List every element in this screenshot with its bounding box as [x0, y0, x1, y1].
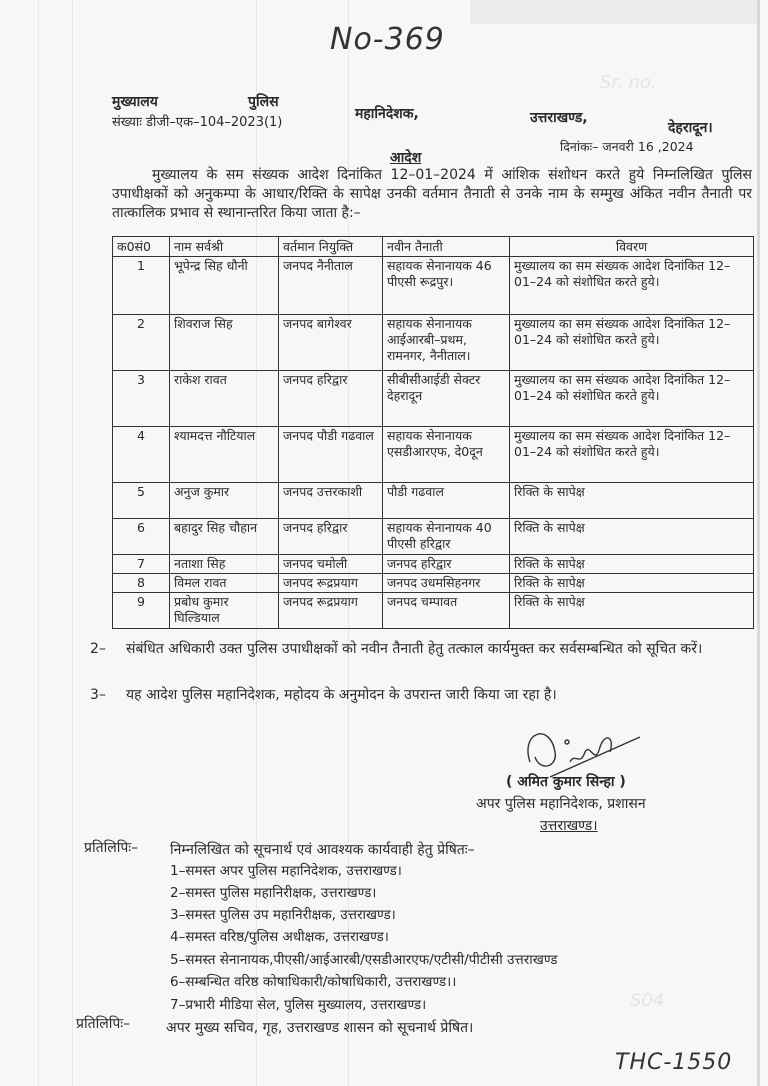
cell-serial: 6: [113, 519, 170, 555]
ghost-handwriting: Sr. no.: [600, 72, 657, 93]
header-serial: क0सं0: [113, 237, 170, 257]
table-row: [113, 593, 754, 629]
cell-new: जनपद हरिद्वार: [383, 555, 510, 574]
cell-new: पौडी गढवाल: [383, 483, 510, 519]
copy-label: प्रतिलिपिः–: [76, 1016, 131, 1032]
point-text: संबंधित अधिकारी उक्त पुलिस उपाधीक्षकों को नवीन तैनाती हेतु तत्काल कार्यमुक्त कर सर्वसम्बन्धित को सूचित करें।: [126, 641, 703, 657]
cell-new: जनपद चम्पावत: [383, 593, 510, 629]
point-2: [90, 640, 752, 659]
cell-serial: 2: [113, 315, 170, 371]
cell-new: सहायक सेनानायक 40 पीएसी हरिद्वार: [383, 519, 510, 555]
cell-serial: 9: [113, 593, 170, 629]
point-text: यह आदेश पुलिस महानिदेशक, महोदय के अनुमोदन के उपरान्त जारी किया जा रहा है।: [126, 687, 557, 703]
cell-remarks: रिक्ति के सापेक्ष: [510, 483, 754, 519]
handwritten-number: No-369: [330, 22, 445, 57]
table-header-row: [113, 237, 754, 257]
cell-remarks: मुख्यालय का सम संख्यक आदेश दिनांकित 12–01–24 को संशोधित करते हुये।: [510, 371, 754, 427]
point-number: 2–: [90, 641, 106, 657]
header-hq: मुख्यालय: [112, 94, 158, 110]
cell-new: सहायक सेनानायक आईआरबी–प्रथम, रामनगर, नैनीताल।: [383, 315, 510, 371]
cell-name: विमल रावत: [170, 574, 279, 593]
table-row: [113, 315, 754, 371]
cell-current: जनपद रूद्रप्रयाग: [279, 574, 383, 593]
cell-serial: 7: [113, 555, 170, 574]
cell-remarks: मुख्यालय का सम संख्यक आदेश दिनांकित 12–01–24 को संशोधित करते हुये।: [510, 427, 754, 483]
copy-item: 5–समस्त सेनानायक,पीएसी/आईआरबी/एसडीआरएफ/एटीसी/पीटीसी उत्तराखण्ड: [170, 952, 558, 968]
copy-item: 7–प्रभारी मीडिया सेल, पुलिस मुख्यालय, उत्तराखण्ड।: [170, 997, 427, 1013]
cell-remarks: रिक्ति के सापेक्ष: [510, 574, 754, 593]
cell-name: नताशा सिह: [170, 555, 279, 574]
table-row: [113, 574, 754, 593]
header-name: नाम सर्वश्री: [170, 237, 279, 257]
copy-label: प्रतिलिपिः–: [84, 840, 139, 856]
signatory-designation: अपर पुलिस महानिदेशक, प्रशासन: [476, 796, 646, 812]
cell-remarks: मुख्यालय का सम संख्यक आदेश दिनांकित 12–01–24 को संशोधित करते हुये।: [510, 257, 754, 315]
signatory-name: ( अमित कुमार सिन्हा ): [506, 774, 626, 790]
copy-item: 1–समस्त अपर पुलिस महानिदेशक, उत्तराखण्ड।: [170, 863, 402, 879]
header-city: देहरादून।: [668, 120, 713, 136]
cell-new: सहायक सेनानायक 46 पीएसी रूद्रपुर।: [383, 257, 510, 315]
cell-current: जनपद चमोली: [279, 555, 383, 574]
header-current-posting: वर्तमान नियुक्ति: [279, 237, 383, 257]
copy-item: 3–समस्त पुलिस उप महानिरीक्षक, उत्तराखण्ड।: [170, 907, 396, 923]
scan-edge: [757, 0, 760, 1086]
cell-remarks: रिक्ति के सापेक्ष: [510, 555, 754, 574]
header-new-posting: नवीन तैनाती: [383, 237, 510, 257]
cell-remarks: मुख्यालय का सम संख्यक आदेश दिनांकित 12–01–24 को संशोधित करते हुये।: [510, 315, 754, 371]
order-title: आदेश: [390, 150, 422, 166]
cell-current: जनपद रूद्रप्रयाग: [279, 593, 383, 629]
cell-name: अनुज कुमार: [170, 483, 279, 519]
table-row: [113, 519, 754, 555]
cell-name: शिवराज सिह: [170, 315, 279, 371]
header-dg: महानिदेशक,: [355, 106, 419, 122]
cell-current: जनपद उत्तरकाशी: [279, 483, 383, 519]
cell-new: जनपद उधमसिहनगर: [383, 574, 510, 593]
table-row: [113, 427, 754, 483]
cell-name: प्रबोध कुमार घिल्डियाल: [170, 593, 279, 629]
signatory-place: उत्तराखण्ड।: [540, 818, 598, 834]
header-police: पुलिस: [248, 94, 279, 110]
copy-item: 2–समस्त पुलिस महानिरीक्षक, उत्तराखण्ड।: [170, 885, 377, 901]
copy-item: 6–सम्बन्धित वरिष्ठ कोषाधिकारी/कोषाधिकारी, उत्तराखण्ड।।: [170, 974, 457, 990]
copy-text: अपर मुख्य सचिव, गृह, उत्तराखण्ड शासन को सूचनार्थ प्रेषित।: [166, 1020, 474, 1036]
cell-remarks: रिक्ति के सापेक्ष: [510, 593, 754, 629]
point-number: 3–: [90, 687, 106, 703]
scan-artifact-line: [38, 0, 39, 1086]
cell-name: राकेश रावत: [170, 371, 279, 427]
ghost-handwriting: S04: [630, 990, 665, 1011]
cell-serial: 3: [113, 371, 170, 427]
cell-name: बहादुर सिह चौहान: [170, 519, 279, 555]
cell-serial: 8: [113, 574, 170, 593]
cell-current: जनपद हरिद्वार: [279, 371, 383, 427]
table-row: [113, 483, 754, 519]
cell-current: जनपद हरिद्वार: [279, 519, 383, 555]
cell-current: जनपद नैनीताल: [279, 257, 383, 315]
cell-remarks: रिक्ति के सापेक्ष: [510, 519, 754, 555]
order-date: दिनांकः– जनवरी 16 ,2024: [560, 139, 694, 154]
cell-name: भूपेन्द्र सिह धौनी: [170, 257, 279, 315]
copy-intro: निम्नलिखित को सूचनार्थ एवं आवश्यक कार्यवाही हेतु प्रेषितः–: [170, 842, 475, 858]
reference-number: संख्याः डीजी–एक–104–2023(1): [112, 115, 283, 130]
handwritten-reference: THC-1550: [615, 1050, 733, 1075]
cell-serial: 1: [113, 257, 170, 315]
table-row: [113, 257, 754, 315]
cell-current: जनपद बागेश्वर: [279, 315, 383, 371]
cell-new: सीबीसीआईडी सेक्टर देहरादून: [383, 371, 510, 427]
header-state: उत्तराखण्ड,: [530, 110, 588, 126]
scan-artifact-strip: [470, 0, 760, 24]
table-row: [113, 555, 754, 574]
scan-artifact-line: [72, 0, 73, 1086]
transfer-table: [112, 236, 754, 629]
intro-paragraph: मुख्यालय के सम संख्यक आदेश दिनांकित 12–01–2024 में आंशिक संशोधन करते हुये निम्नलिखित पुलिस उपाधीक्षकों को अनुकम्पा के आधार/रिक्ति के सापेक्ष उनकी वर्तमान तैनाती से उनके नाम के सम्मुख अंकित नवीन तैनाती पर तात्कालिक प्रभाव से स्थानान्तरित किया जाता है:–: [112, 167, 752, 221]
cell-serial: 4: [113, 427, 170, 483]
table-row: [113, 371, 754, 427]
cell-name: श्यामदत्त नौटियाल: [170, 427, 279, 483]
point-3: [90, 686, 752, 705]
header-remarks: विवरण: [510, 237, 754, 257]
cell-new: सहायक सेनानायक एसडीआरएफ, दे0दून: [383, 427, 510, 483]
cell-serial: 5: [113, 483, 170, 519]
cell-current: जनपद पौडी गढवाल: [279, 427, 383, 483]
copy-item: 4–समस्त वरिष्ठ/पुलिस अधीक्षक, उत्तराखण्ड।: [170, 929, 389, 945]
